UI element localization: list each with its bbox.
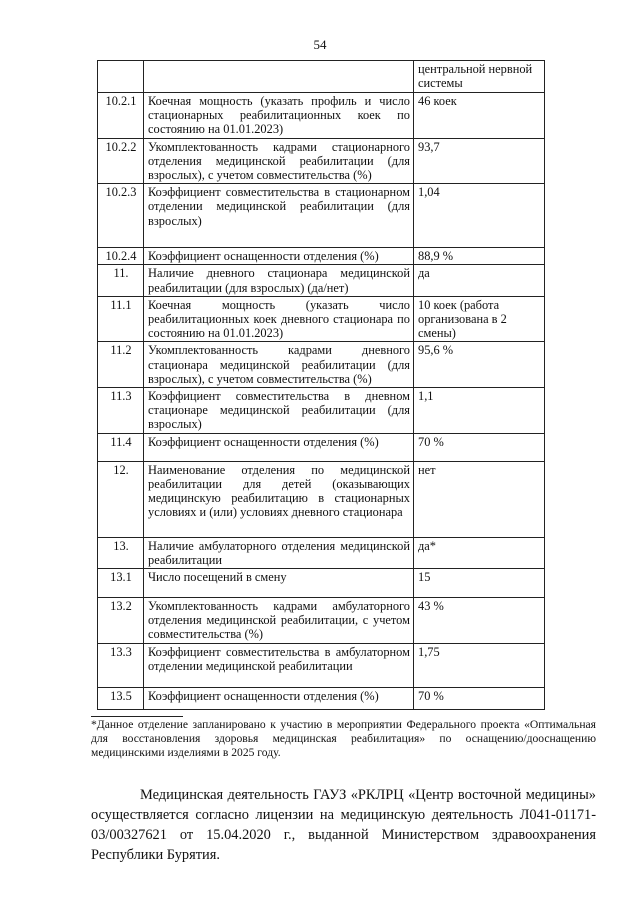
row-number: 11.3	[98, 388, 144, 434]
closing-paragraph: Медицинская деятельность ГАУЗ «РКЛРЦ «Центр восточной медицины» осуществляется согласно лицензии на медицинскую деятельность Л041-01171-03/00327621 от 15.04.2020 г., выданной Министерством здравоохранения Республики Бурятия.	[91, 787, 596, 863]
table-row	[98, 138, 545, 184]
row-number: 13.2	[98, 598, 144, 644]
row-value: 70 %	[414, 687, 545, 709]
row-value: 70 %	[414, 433, 545, 461]
table-row	[98, 61, 545, 93]
row-number: 10.2.1	[98, 93, 144, 139]
row-value: 46 коек	[414, 93, 545, 139]
table-row	[98, 569, 545, 598]
row-description: Число посещений в смену	[144, 569, 414, 598]
row-number: 10.2.3	[98, 184, 144, 248]
rehabilitation-table	[97, 60, 545, 710]
row-number	[98, 61, 144, 93]
row-description: Коэффициент оснащенности отделения (%)	[144, 248, 414, 265]
table-row	[98, 265, 545, 296]
row-number: 10.2.2	[98, 138, 144, 184]
row-value: 1,75	[414, 643, 545, 687]
row-description: Наличие дневного стационара медицинской реабилитации (для взрослых) (да/нет)	[144, 265, 414, 296]
table-row	[98, 388, 545, 434]
row-description: Коечная мощность (указать профиль и число стационарных реабилитационных коек по состоянию на 01.01.2023)	[144, 93, 414, 139]
row-description: Коэффициент оснащенности отделения (%)	[144, 433, 414, 461]
table-row	[98, 461, 545, 537]
table-row	[98, 184, 545, 248]
row-description: Коечная мощность (указать число реабилитационных коек дневного стационара по состоянию на 01.01.2023)	[144, 296, 414, 342]
row-description: Коэффициент совместительства в амбулаторном отделении медицинской реабилитации	[144, 643, 414, 687]
row-number: 13.5	[98, 687, 144, 709]
table-row	[98, 93, 545, 139]
row-value: 88,9 %	[414, 248, 545, 265]
row-number: 11.2	[98, 342, 144, 388]
table-row	[98, 598, 545, 644]
row-value: 10 коек (работа организована в 2 смены)	[414, 296, 545, 342]
row-description: Наличие амбулаторного отделения медицинской реабилитации	[144, 537, 414, 568]
row-description: Укомплектованность кадрами амбулаторного отделения медицинской реабилитации, с учетом совместительства (%)	[144, 598, 414, 644]
row-value: 15	[414, 569, 545, 598]
row-value: 1,04	[414, 184, 545, 248]
row-number: 13.	[98, 537, 144, 568]
row-number: 13.3	[98, 643, 144, 687]
row-value: 1,1	[414, 388, 545, 434]
footnote-divider	[91, 716, 183, 717]
row-number: 11.4	[98, 433, 144, 461]
row-description: Укомплектованность кадрами дневного стационара медицинской реабилитации (для взрослых), с учетом совместительства (%)	[144, 342, 414, 388]
row-number: 12.	[98, 461, 144, 537]
row-description: Укомплектованность кадрами стационарного отделения медицинской реабилитации (для взрослых), с учетом совместительства (%)	[144, 138, 414, 184]
table-row	[98, 342, 545, 388]
row-value: 95,6 %	[414, 342, 545, 388]
footnote: *Данное отделение запланировано к участию в мероприятии Федерального проекта «Оптимальная для восстановления здоровья медицинская реабилитация» по оснащению/дооснащению медицинскими изделиями в 2025 году.	[91, 718, 596, 759]
row-number: 13.1	[98, 569, 144, 598]
table-row	[98, 296, 545, 342]
table-row	[98, 687, 545, 709]
table-row	[98, 537, 545, 568]
table-row	[98, 248, 545, 265]
table-row	[98, 433, 545, 461]
row-description: Коэффициент оснащенности отделения (%)	[144, 687, 414, 709]
row-value: центральной нервной системы	[414, 61, 545, 93]
row-value: 43 %	[414, 598, 545, 644]
page-number: 54	[313, 37, 327, 52]
row-description: Наименование отделения по медицинской реабилитации для детей (оказывающих медицинскую реабилитацию в стационарных условиях и (или) условиях дневного стационара	[144, 461, 414, 537]
row-number: 10.2.4	[98, 248, 144, 265]
row-description	[144, 61, 414, 93]
row-value: да	[414, 265, 545, 296]
row-number: 11.	[98, 265, 144, 296]
table-row	[98, 643, 545, 687]
row-description: Коэффициент совместительства в стационарном отделении медицинской реабилитации (для взрослых)	[144, 184, 414, 248]
row-number: 11.1	[98, 296, 144, 342]
row-value: да*	[414, 537, 545, 568]
row-value: нет	[414, 461, 545, 537]
row-description: Коэффициент совместительства в дневном стационаре медицинской реабилитации (для взрослых)	[144, 388, 414, 434]
row-value: 93,7	[414, 138, 545, 184]
